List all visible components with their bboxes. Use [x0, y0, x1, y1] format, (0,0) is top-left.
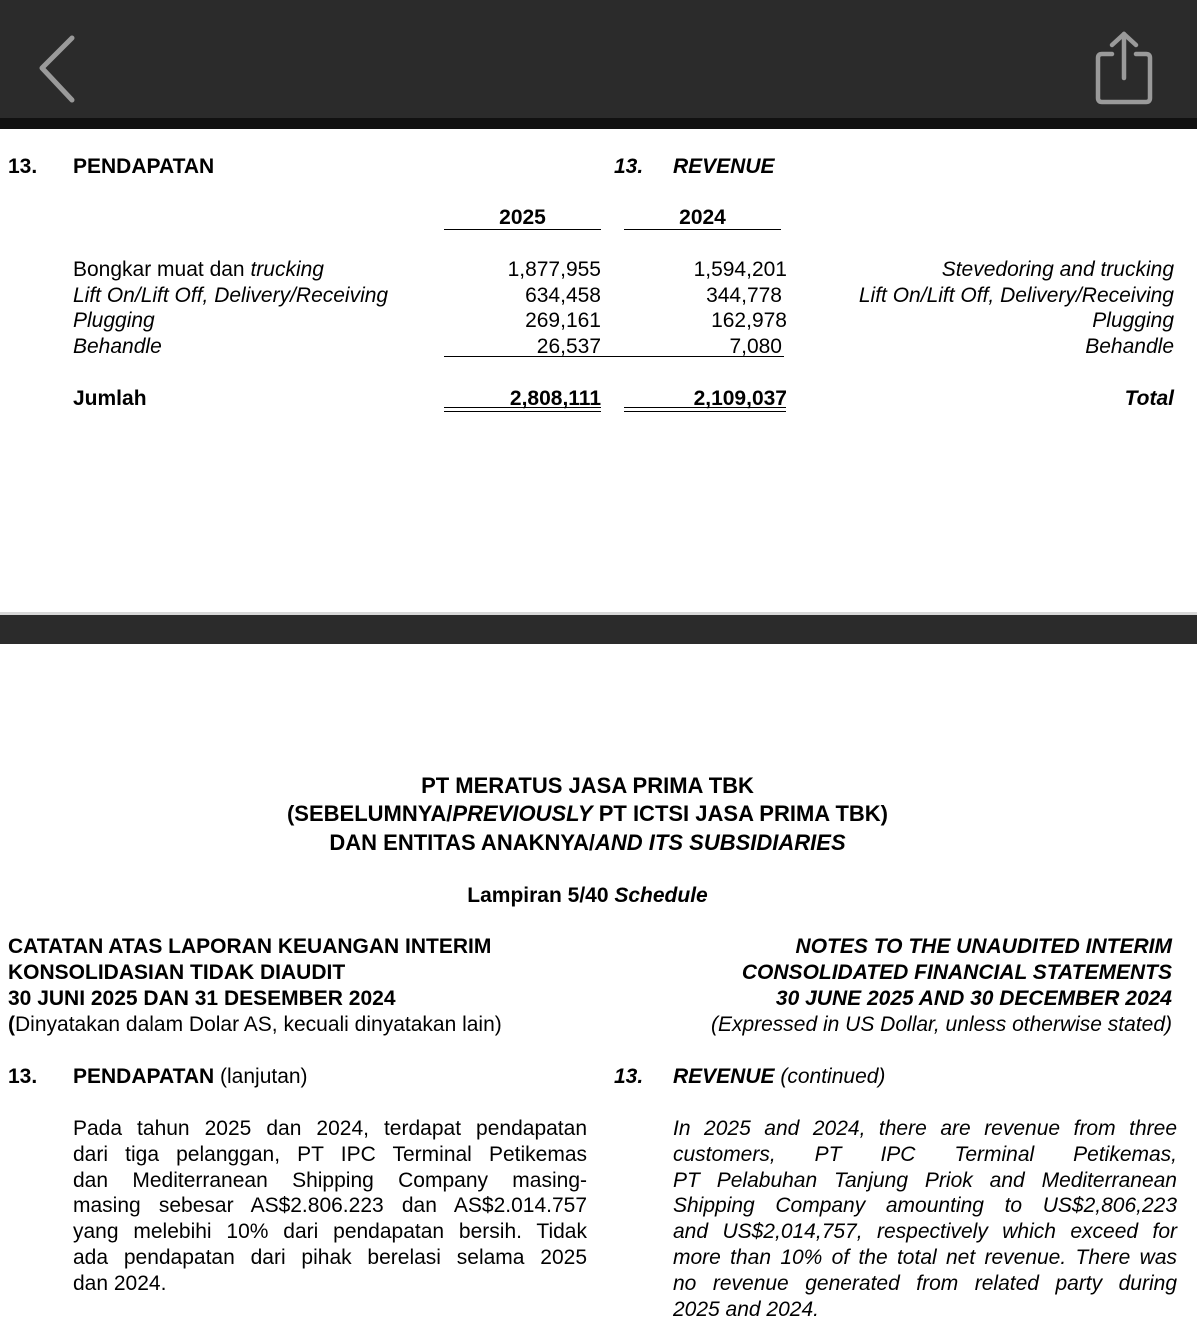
chevron-left-icon [30, 28, 90, 108]
header-id-line: 30 JUNI 2025 DAN 31 DESEMBER 2024 [8, 987, 396, 1010]
value-2024: 7,080 [729, 335, 782, 358]
company-subsidiaries: DAN ENTITAS ANAKNYA/AND ITS SUBSIDIARIES [329, 830, 846, 855]
value-2024: 344,778 [706, 284, 782, 307]
row-label-en: Lift On/Lift Off, Delivery/Receiving [858, 284, 1174, 307]
note-number-en: 13. [614, 155, 644, 178]
total-label-id: Jumlah [73, 387, 147, 410]
total-double-rule-2025-a [444, 407, 601, 408]
company-former-name: (SEBELUMNYA/PREVIOUSLY PT ICTSI JASA PRIMA TBK) [286, 801, 888, 826]
paragraph-line: Pada tahun 2025 dan 2024, terdapat pendapatan [73, 1117, 587, 1140]
row-label-id: Lift On/Lift Off, Delivery/Receiving [73, 284, 389, 307]
note-number-id: 13. [8, 1065, 38, 1088]
share-button[interactable] [1088, 26, 1160, 108]
header-id-note: (Dinyatakan dalam Dolar AS, kecuali dinyatakan lain) [8, 1013, 502, 1036]
toolbar-edge [0, 118, 1197, 129]
share-icon [1088, 26, 1160, 108]
paragraph-line: more than 10% of the total net revenue. There was [673, 1245, 1177, 1269]
viewer-toolbar [0, 0, 1197, 118]
note-number-en: 13. [614, 1065, 644, 1088]
paragraph-id [73, 1116, 587, 1297]
page-separator [0, 615, 1197, 644]
back-button[interactable] [30, 28, 90, 108]
subtotal-rule [444, 356, 784, 357]
paragraph-line: In 2025 and 2024, there are revenue from three [673, 1117, 1177, 1140]
header-en-line: 30 JUNE 2025 AND 30 DECEMBER 2024 [775, 987, 1172, 1010]
column-underline-2025 [444, 229, 601, 230]
header-en-line: CONSOLIDATED FINANCIAL STATEMENTS [741, 961, 1172, 984]
column-header-2025: 2025 [499, 206, 546, 229]
header-id-line: KONSOLIDASIAN TIDAK DIAUDIT [8, 961, 346, 984]
column-header-2024: 2024 [679, 206, 726, 229]
note-title-id: PENDAPATAN (lanjutan) [73, 1065, 308, 1088]
value-2025: 634,458 [525, 284, 601, 307]
value-2024: 1,594,201 [693, 258, 787, 281]
paragraph-line: dari tiga pelanggan, PT IPC Terminal Petikemas [73, 1142, 587, 1166]
row-label-en: Plugging [1092, 309, 1174, 332]
total-double-rule-2024-a [624, 407, 786, 408]
row-label-id: Bongkar muat dan trucking [73, 258, 324, 281]
total-2024: 2,109,037 [693, 387, 787, 410]
paragraph-line: and US$2,014,757, respectively which exceed for [673, 1220, 1177, 1244]
row-label-id: Plugging [73, 309, 155, 332]
paragraph-line: customers, PT IPC Terminal Petikemas, [673, 1142, 1177, 1166]
schedule-number: Lampiran 5/40 Schedule [467, 884, 708, 907]
paragraph-line: no revenue generated from related party during [673, 1271, 1177, 1295]
paragraph-line: ada pendapatan dari pihak berelasi selama 2025 [73, 1245, 587, 1269]
paragraph-line: 2025 and 2024. [673, 1297, 819, 1321]
total-double-rule-2024-b [624, 411, 786, 412]
paragraph-line: dan Mediterranean Shipping Company masing- [73, 1168, 587, 1192]
row-label-en: Stevedoring and trucking [941, 258, 1174, 281]
paragraph-line: PT Pelabuhan Tanjung Priok and Mediterranean [673, 1168, 1177, 1192]
paragraph-line: yang melebihi 10% dari pendapatan bersih. Tidak [73, 1220, 587, 1244]
paragraph-line: masing sebesar AS$2.806.223 dan AS$2.014.757 [73, 1194, 587, 1218]
paragraph-en [673, 1116, 1177, 1322]
header-en-line: NOTES TO THE UNAUDITED INTERIM [795, 935, 1172, 958]
total-2025: 2,808,111 [509, 387, 601, 410]
value-2024: 162,978 [711, 309, 787, 332]
note-title-en: REVENUE [673, 155, 775, 178]
total-label-en: Total [1124, 387, 1174, 410]
note-title-en: REVENUE (continued) [673, 1065, 886, 1088]
total-double-rule-2025-b [444, 411, 601, 412]
note-title-id: PENDAPATAN [73, 155, 215, 178]
column-underline-2024 [624, 229, 781, 230]
row-label-id: Behandle [73, 335, 162, 358]
value-2025: 1,877,955 [507, 258, 601, 281]
value-2025: 269,161 [525, 309, 601, 332]
header-en-note: (Expressed in US Dollar, unless otherwise stated) [710, 1013, 1172, 1036]
paragraph-line: dan 2024. [73, 1271, 167, 1295]
header-id-line: CATATAN ATAS LAPORAN KEUANGAN INTERIM [8, 935, 492, 958]
row-label-en: Behandle [1085, 335, 1174, 358]
paragraph-line: Shipping Company amounting to US$2,806,223 [673, 1194, 1177, 1218]
note-number-id: 13. [8, 155, 38, 178]
company-name: PT MERATUS JASA PRIMA TBK [421, 773, 754, 798]
value-2025: 26,537 [536, 335, 601, 358]
